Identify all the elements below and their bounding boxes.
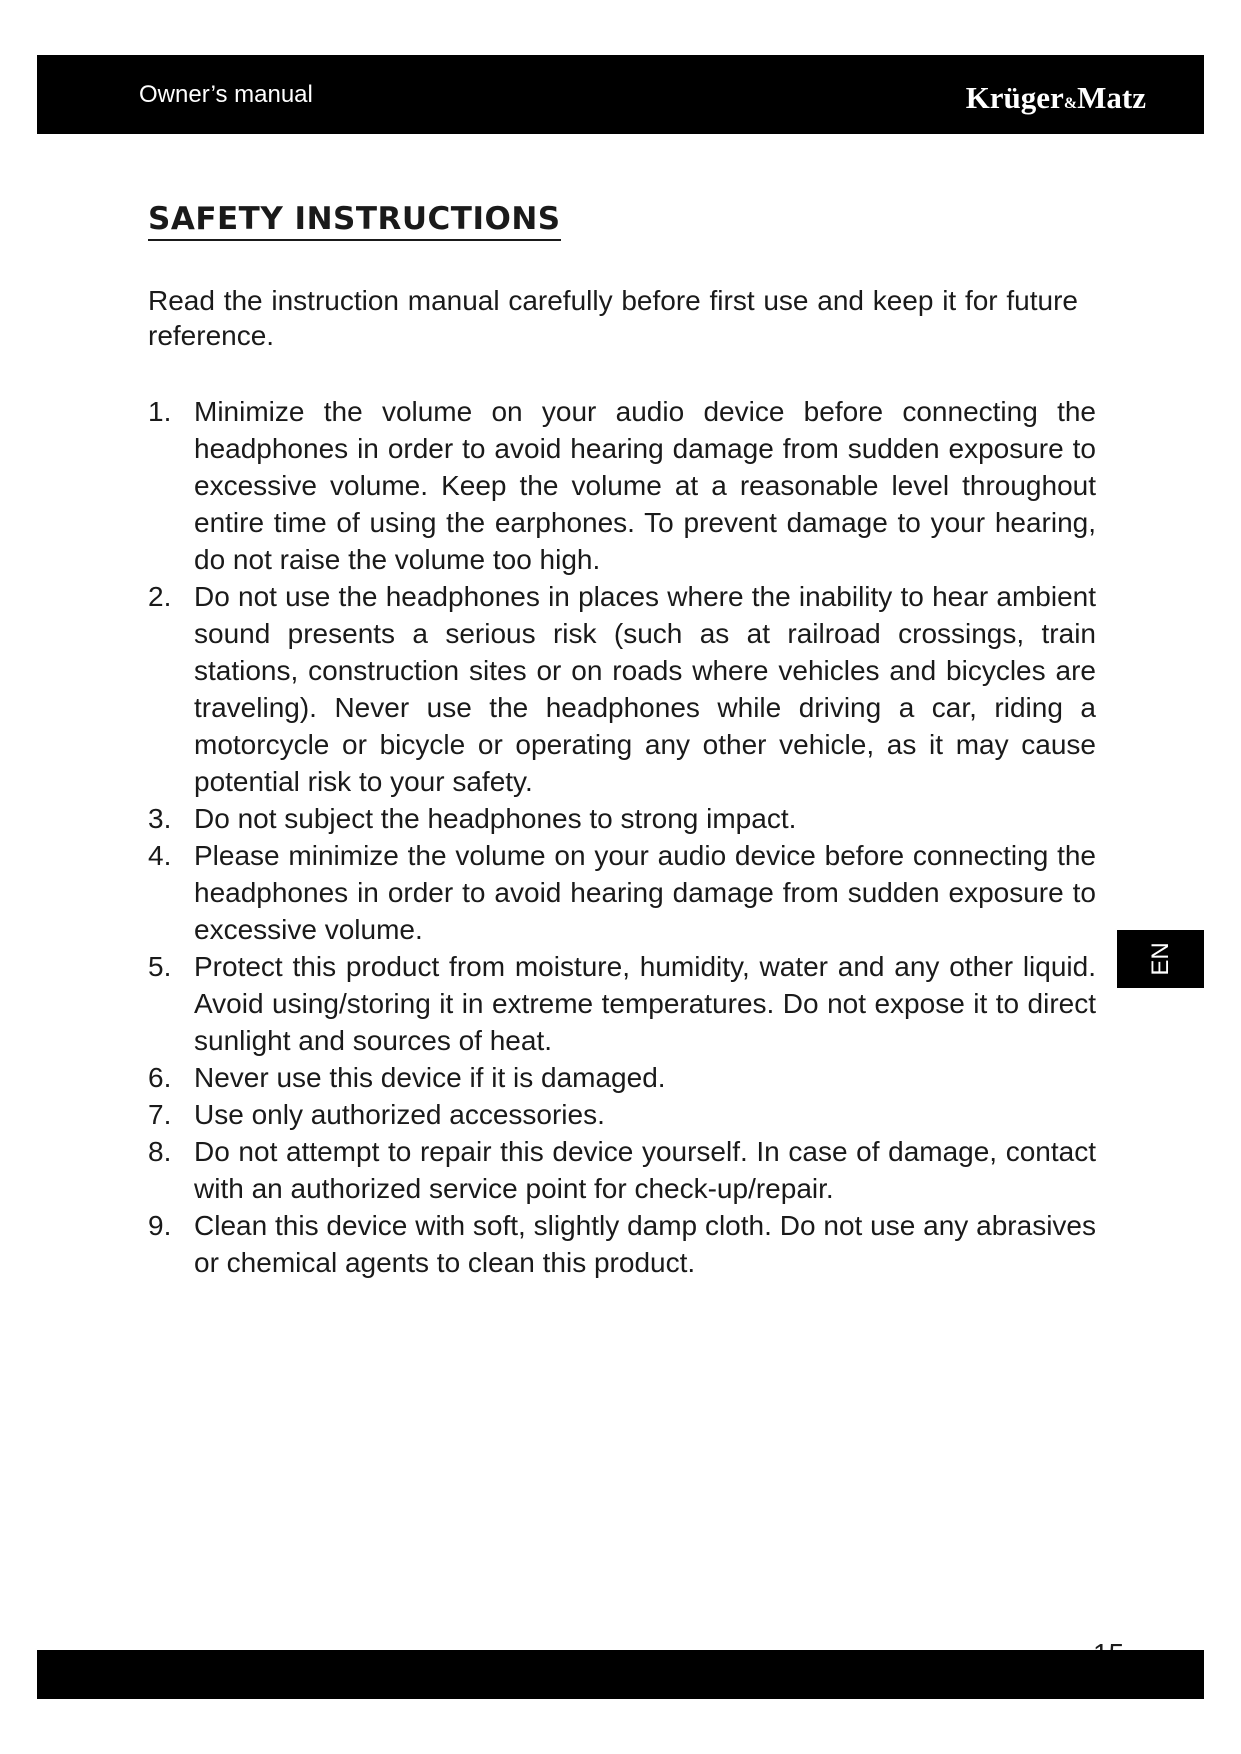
item-text: Please minimize the volume on your audio device before connecting the headphones in order to avoid hearing damage from sudden exposure to excessive volume. bbox=[194, 840, 1096, 945]
header-bar bbox=[37, 55, 1204, 134]
footer-bar bbox=[37, 1650, 1204, 1699]
instruction-item bbox=[148, 1133, 1096, 1207]
item-text: Do not subject the headphones to strong impact. bbox=[194, 803, 797, 834]
item-number: 3. bbox=[148, 803, 172, 834]
instruction-item bbox=[148, 393, 1096, 578]
item-number: 1. bbox=[148, 396, 172, 427]
item-text: Do not use the headphones in places where the inability to hear ambient sound presents a serious risk (such as at railroad crossings, train stations, construction sites or on roads where vehicles and bicycles are traveling). Never use the headphones while driving a car, riding a motorcycle or bicycle or operating any other vehicle, as it may cause potential risk to your safety. bbox=[194, 581, 1096, 797]
item-text: Use only authorized accessories. bbox=[194, 1099, 605, 1130]
instruction-item bbox=[148, 1059, 1096, 1096]
language-tab bbox=[1117, 930, 1204, 988]
item-text: Never use this device if it is damaged. bbox=[194, 1062, 666, 1093]
instructions-list bbox=[148, 393, 1096, 1281]
brand-logo: Krüger&Matz bbox=[965, 80, 1146, 115]
item-number: 7. bbox=[148, 1099, 172, 1130]
item-text: Do not attempt to repair this device yourself. In case of damage, contact with an authorized service point for check-up/repair. bbox=[194, 1136, 1096, 1204]
language-tab-label: EN bbox=[1146, 942, 1174, 976]
instruction-item bbox=[148, 1096, 1096, 1133]
item-number: 6. bbox=[148, 1062, 172, 1093]
instruction-item bbox=[148, 948, 1096, 1059]
item-number: 8. bbox=[148, 1136, 172, 1167]
intro-paragraph: Read the instruction manual carefully before first use and keep it for future reference. bbox=[148, 285, 1078, 351]
instruction-item bbox=[148, 578, 1096, 800]
instruction-item bbox=[148, 1207, 1096, 1281]
item-text: Clean this device with soft, slightly damp cloth. Do not use any abrasives or chemical agents to clean this product. bbox=[194, 1210, 1096, 1278]
item-number: 4. bbox=[148, 840, 172, 871]
instruction-item bbox=[148, 837, 1096, 948]
item-text: Minimize the volume on your audio device before connecting the headphones in order to avoid hearing damage from sudden exposure to excessive volume. Keep the volume at a reasonable level throughout entire time of using the earphones. To prevent damage to your hearing, do not raise the volume too high. bbox=[194, 396, 1096, 575]
header-title: Owner’s manual bbox=[139, 81, 313, 108]
page-title: SAFETY INSTRUCTIONS bbox=[148, 204, 561, 241]
item-number: 2. bbox=[148, 581, 172, 612]
item-text: Protect this product from moisture, humidity, water and any other liquid. Avoid using/storing it in extreme temperatures. Do not expose it to direct sunlight and sources of heat. bbox=[194, 951, 1096, 1056]
instruction-item bbox=[148, 800, 1096, 837]
item-number: 5. bbox=[148, 951, 172, 982]
item-number: 9. bbox=[148, 1210, 172, 1241]
